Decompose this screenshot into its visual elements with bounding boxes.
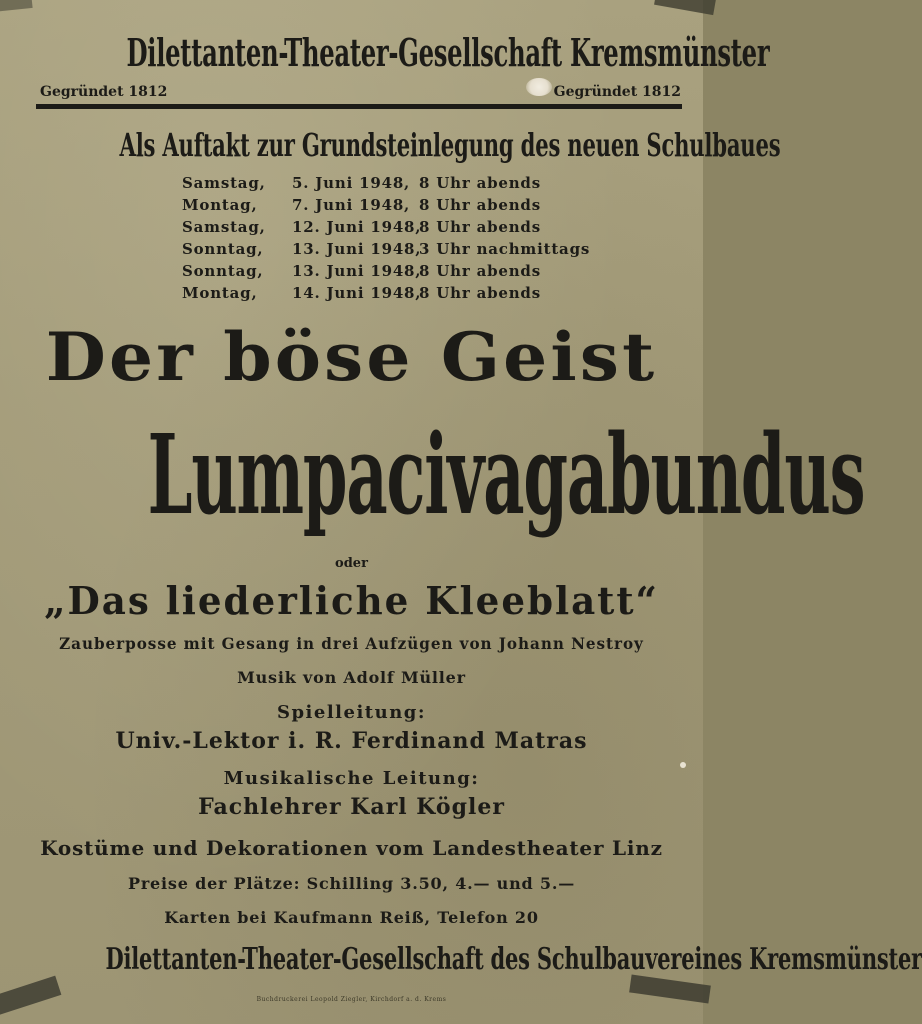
performance-day: Montag, — [182, 196, 258, 214]
tape-remnant — [0, 976, 61, 1017]
founded-year-left: Gegründet 1812 — [40, 84, 168, 100]
footer-society: Dilettanten-Theater-Gesellschaft des Schulbauvereines Kremsmünster — [105, 942, 922, 977]
performance-day: Montag, — [182, 284, 258, 302]
paper-hole — [526, 78, 552, 96]
performance-date: 5. Juni 1948, — [292, 174, 411, 192]
ticket-sales: Karten bei Kaufmann Reiß, Telefon 20 — [164, 908, 539, 927]
music-credit: Musik von Adolf Müller — [237, 668, 466, 687]
header-rule — [36, 104, 682, 109]
play-subtitle: „Das liederliche Kleeblatt“ — [44, 578, 659, 623]
play-title-line-2: Lumpacivagabundus — [147, 410, 865, 539]
performance-date: 13. Juni 1948, — [292, 262, 422, 280]
performance-time: 8 Uhr abends — [419, 218, 541, 236]
tape-remnant — [0, 0, 33, 12]
performance-date: 13. Juni 1948, — [292, 240, 422, 258]
play-genre-author: Zauberposse mit Gesang in drei Aufzügen von Johann Nestroy — [59, 634, 644, 653]
society-title: Dilettanten-Theater-Gesellschaft Kremsmünster — [126, 30, 770, 75]
music-direction-name: Fachlehrer Karl Kögler — [198, 794, 505, 820]
direction-label: Spielleitung: — [276, 702, 427, 723]
oder-conjunction: oder — [335, 556, 368, 571]
printer-credit: Buchdruckerei Leopold Ziegler, Kirchdorf a. d. Krems — [256, 996, 447, 1003]
occasion-heading: Als Auftakt zur Grundsteinlegung des neuen Schulbaues — [119, 126, 781, 164]
performance-date: 14. Juni 1948, — [292, 284, 422, 302]
play-title-line-1: Der böse Geist — [45, 318, 658, 396]
performance-time: 8 Uhr abends — [419, 262, 541, 280]
tape-remnant — [654, 0, 716, 15]
ticket-prices: Preise der Plätze: Schilling 3.50, 4.— und 5.— — [128, 874, 575, 893]
costumes-credit: Kostüme und Dekorationen vom Landestheater Linz — [40, 836, 663, 860]
performance-date: 12. Juni 1948, — [292, 218, 422, 236]
performance-time: 8 Uhr abends — [419, 196, 541, 214]
performance-time: 8 Uhr abends — [419, 174, 541, 192]
performance-time: 3 Uhr nachmittags — [419, 240, 591, 258]
founded-year-right: Gegründet 1812 — [553, 84, 681, 100]
direction-name: Univ.-Lektor i. R. Ferdinand Matras — [115, 728, 588, 754]
performance-day: Samstag, — [182, 174, 266, 192]
performance-time: 8 Uhr abends — [419, 284, 541, 302]
performance-day: Samstag, — [182, 218, 266, 236]
music-direction-label: Musikalische Leitung: — [223, 768, 480, 789]
performance-day: Sonntag, — [182, 262, 264, 280]
performance-date: 7. Juni 1948, — [292, 196, 411, 214]
performance-day: Sonntag, — [182, 240, 264, 258]
